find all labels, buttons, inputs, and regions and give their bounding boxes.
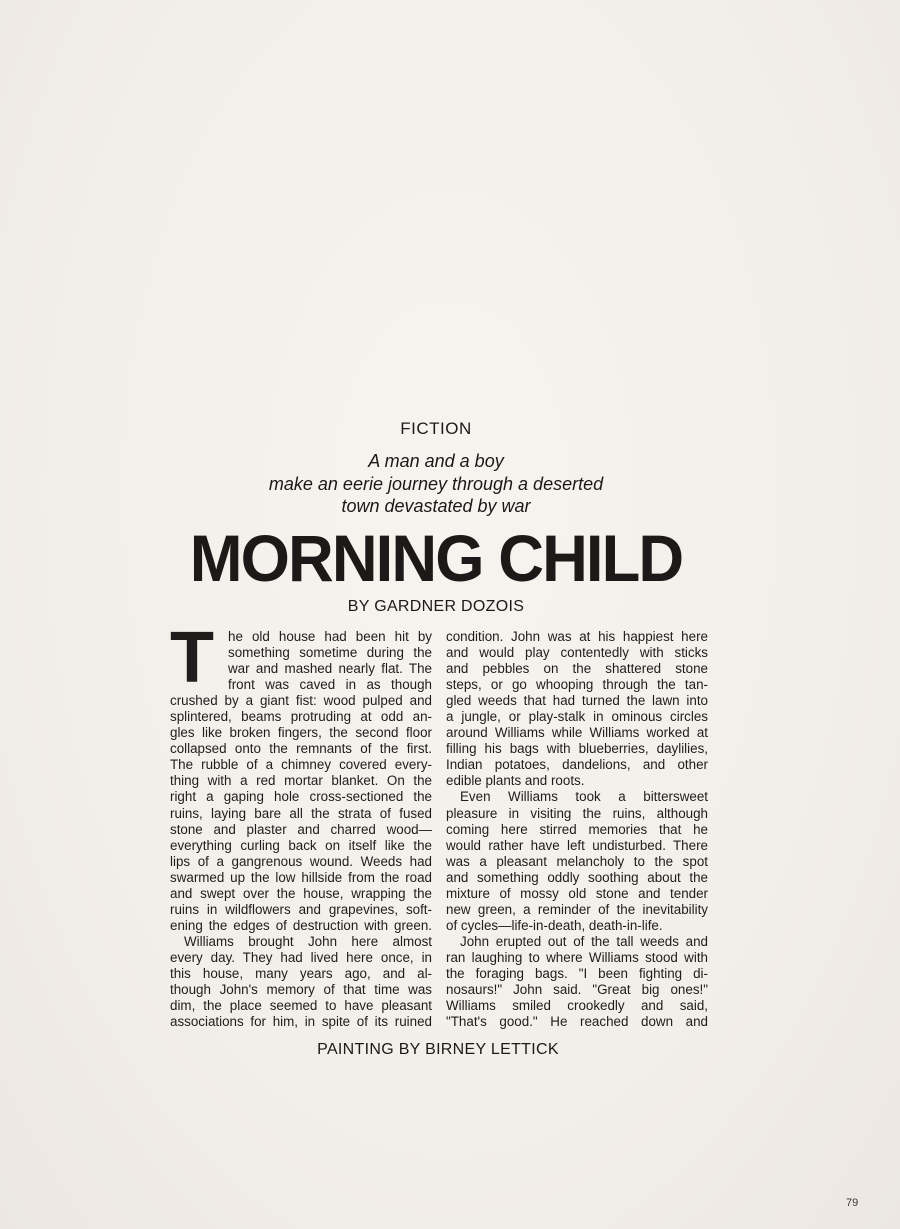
dek-line: A man and a boy: [368, 451, 504, 471]
text-line: every day. They had lived here once, in: [170, 949, 432, 965]
text-line: a jungle, or play-stalk in ominous circles: [446, 709, 708, 725]
text-line: The rubble of a chimney covered every-: [170, 757, 432, 773]
text-line: was a pleasant melancholy to the spot: [446, 853, 708, 869]
text-line: this house, many years ago, and al-: [170, 965, 432, 981]
text-line: ruins in wildflowers and grapevines, soft-: [170, 901, 432, 917]
text-line: lips of a gangrenous wound. Weeds had: [170, 853, 432, 869]
text-line: right a gaping hole cross-sectioned the: [170, 789, 432, 805]
text-line: associations for him, in spite of its ruined: [170, 1014, 432, 1030]
text-line: steps, or go whooping through the tan-: [446, 677, 708, 693]
text-line: gles like broken fingers, the second floor: [170, 725, 432, 741]
text-line: Williams brought John here almost: [184, 933, 432, 949]
text-column-left: [170, 618, 432, 1030]
text-line: gled weeds that had turned the lawn into: [446, 693, 708, 709]
text-line: and pebbles on the shattered stone: [446, 661, 708, 677]
text-line: though John's memory of that time was: [170, 982, 432, 998]
text-line: condition. John was at his happiest here: [446, 629, 708, 644]
text-line: everything curling back on itself like the: [170, 837, 432, 853]
text-column-right: [446, 629, 708, 1030]
opening-paragraph: [170, 618, 432, 934]
text-line: splintered, beams protruding at odd an-: [170, 709, 432, 725]
headline: MORNING CHILD: [189, 521, 683, 595]
dek-line: town devastated by war: [341, 496, 531, 516]
text-line: and swept over the house, wrapping the: [170, 885, 432, 901]
text-line: collapsed onto the remnants of the first.: [170, 741, 432, 757]
text-line: swarmed up the low hillside from the road: [170, 869, 432, 885]
text-line: thing with a red mortar blanket. On the: [170, 773, 432, 789]
text-line: Even Williams took a bittersweet: [460, 789, 708, 805]
text-line: around Williams while Williams worked at: [446, 725, 708, 741]
byline: BY GARDNER DOZOIS: [347, 598, 525, 615]
text-line: would rather have left undisturbed. There: [446, 837, 708, 853]
section-label: FICTION: [400, 419, 472, 438]
text-line: John erupted out of the tall weeds and: [460, 933, 708, 949]
text-line: "That's good." He reached down and: [446, 1014, 708, 1030]
paragraph: [170, 934, 432, 1030]
text-line: and would play contentedly with sticks: [446, 645, 708, 661]
dek: [0, 450, 872, 518]
text-line: mixture of mossy old stone and tender: [446, 885, 708, 901]
drop-cap: T: [170, 618, 214, 698]
text-line: he old house had been hit by: [228, 629, 432, 644]
text-line: Williams smiled crookedly and said,: [446, 998, 708, 1014]
text-line: and something oddly soothing about the: [446, 869, 708, 885]
text-line: something sometime during the: [228, 645, 432, 661]
text-line: filling his bags with blueberries, daylilies,: [446, 741, 708, 757]
text-line: front was caved in as though: [228, 677, 432, 693]
text-line: Indian potatoes, dandelions, and other: [446, 757, 708, 773]
text-line: nosaurs!" John said. "Great big ones!": [446, 982, 708, 998]
text-line: coming here stirred memories that he: [446, 821, 708, 837]
text-line: crushed by a giant fist: wood pulped and: [170, 693, 432, 709]
text-line: ening the edges of destruction with green.: [170, 917, 432, 933]
text-line: pleasure in visiting the ruins, although: [446, 805, 708, 821]
text-line: ran laughing to where Williams stood with: [446, 949, 708, 965]
illustration-credit: PAINTING BY BIRNEY LETTICK: [317, 1041, 559, 1058]
text-line: war and mashed nearly flat. The: [228, 661, 432, 677]
paragraph: [446, 934, 708, 1030]
text-line: ruins, laying bare all the strata of fused: [170, 805, 432, 821]
text-line: new green, a reminder of the inevitability: [446, 901, 708, 917]
text-line: the foraging bags. "I been fighting di-: [446, 965, 708, 981]
paragraph: [446, 789, 708, 933]
dek-line: make an eerie journey through a deserted: [268, 473, 604, 494]
text-line: stone and plaster and charred wood—: [170, 821, 432, 837]
text-line: of cycles—life-in-death, death-in-life.: [446, 917, 663, 933]
text-line: edible plants and roots.: [446, 773, 585, 789]
paragraph: [446, 629, 708, 789]
text-line: dim, the place seemed to have pleasant: [170, 998, 432, 1014]
page-number: 79: [846, 1197, 859, 1209]
